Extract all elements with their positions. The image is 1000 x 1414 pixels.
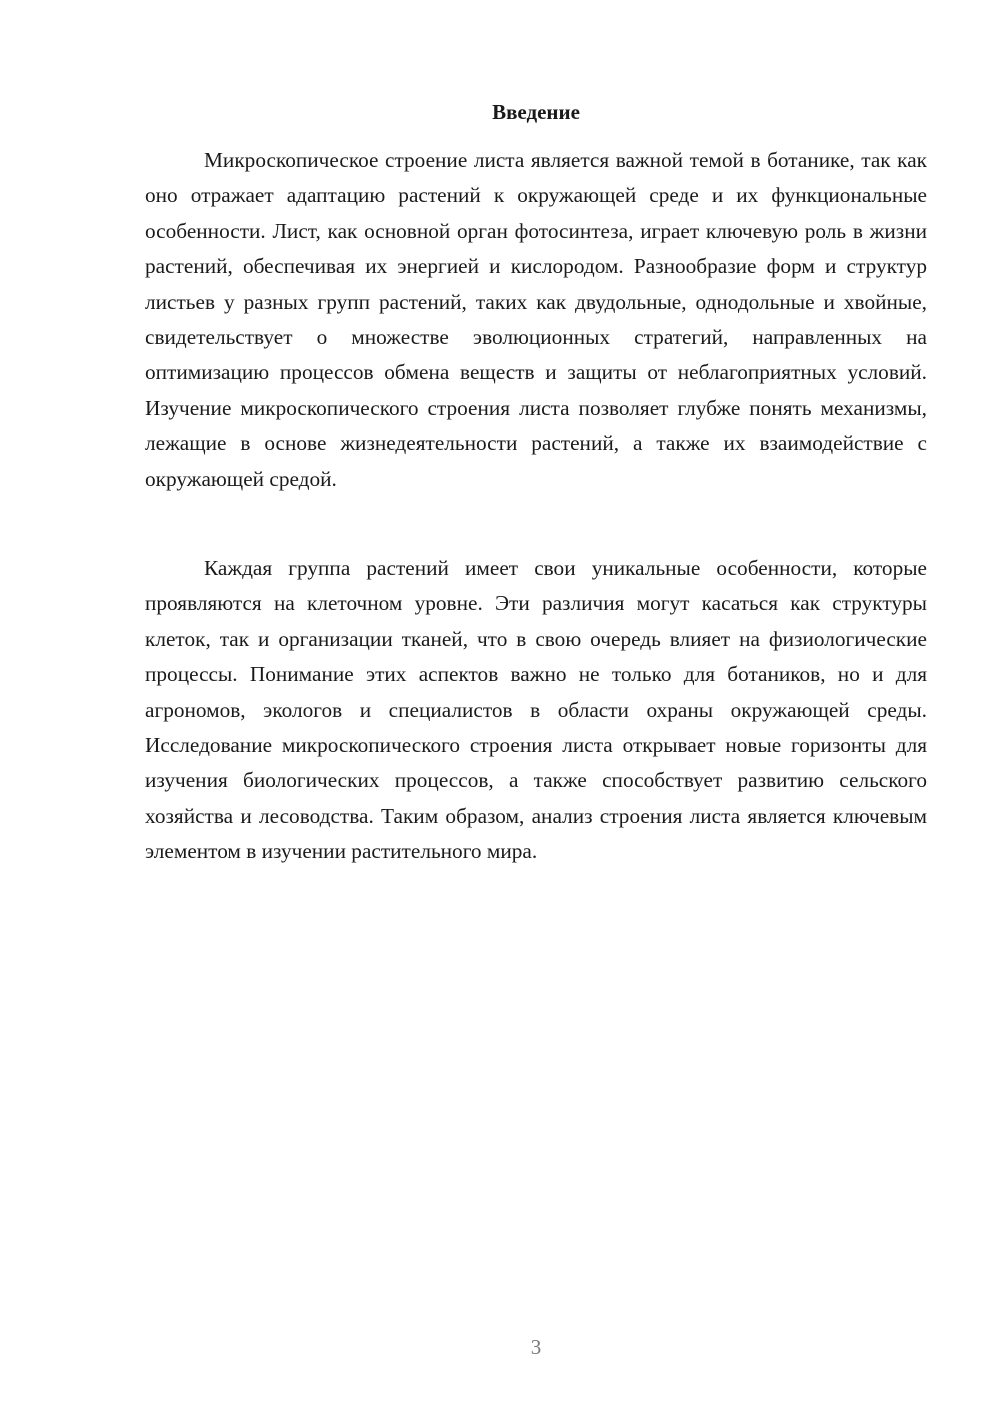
paragraph-1: Микроскопическое строение листа является важной темой в ботанике, так как оно отражает адаптацию растений к окружающей среде и их функциональные особенности. Лист, как основной орган фотосинтеза, играет ключевую роль в жизни растений, обеспечивая их энергией и кислородом. Разнообразие форм и структур листьев у разных групп растений, таких как двудольные, однодольные и хвойные, свидетельствует о множестве эволюционных стратегий, направленных на оптимизацию процессов обмена веществ и защиты от неблагоприятных условий. Изучение микроскопического строения листа позволяет глубже понять механизмы, лежащие в основе жизнедеятельности растений, а также их взаимодействие с окружающей средой. bbox=[145, 148, 927, 491]
section-heading: Введение bbox=[492, 100, 580, 124]
page-number: 3 bbox=[530, 1335, 542, 1359]
paragraph-2: Каждая группа растений имеет свои уникальные особенности, которые проявляются на клеточном уровне. Эти различия могут касаться как структуры клеток, так и организации тканей, что в свою очередь влияет на физиологические процессы. Понимание этих аспектов важно не только для ботаников, но и для агрономов, экологов и специалистов в области охраны окружающей среды. Исследование микроскопического строения листа открывает новые горизонты для изучения биологических процессов, а также способствует развитию сельского хозяйства и лесоводства. Таким образом, анализ строения листа является ключевым элементом в изучении растительного мира. bbox=[145, 556, 927, 864]
